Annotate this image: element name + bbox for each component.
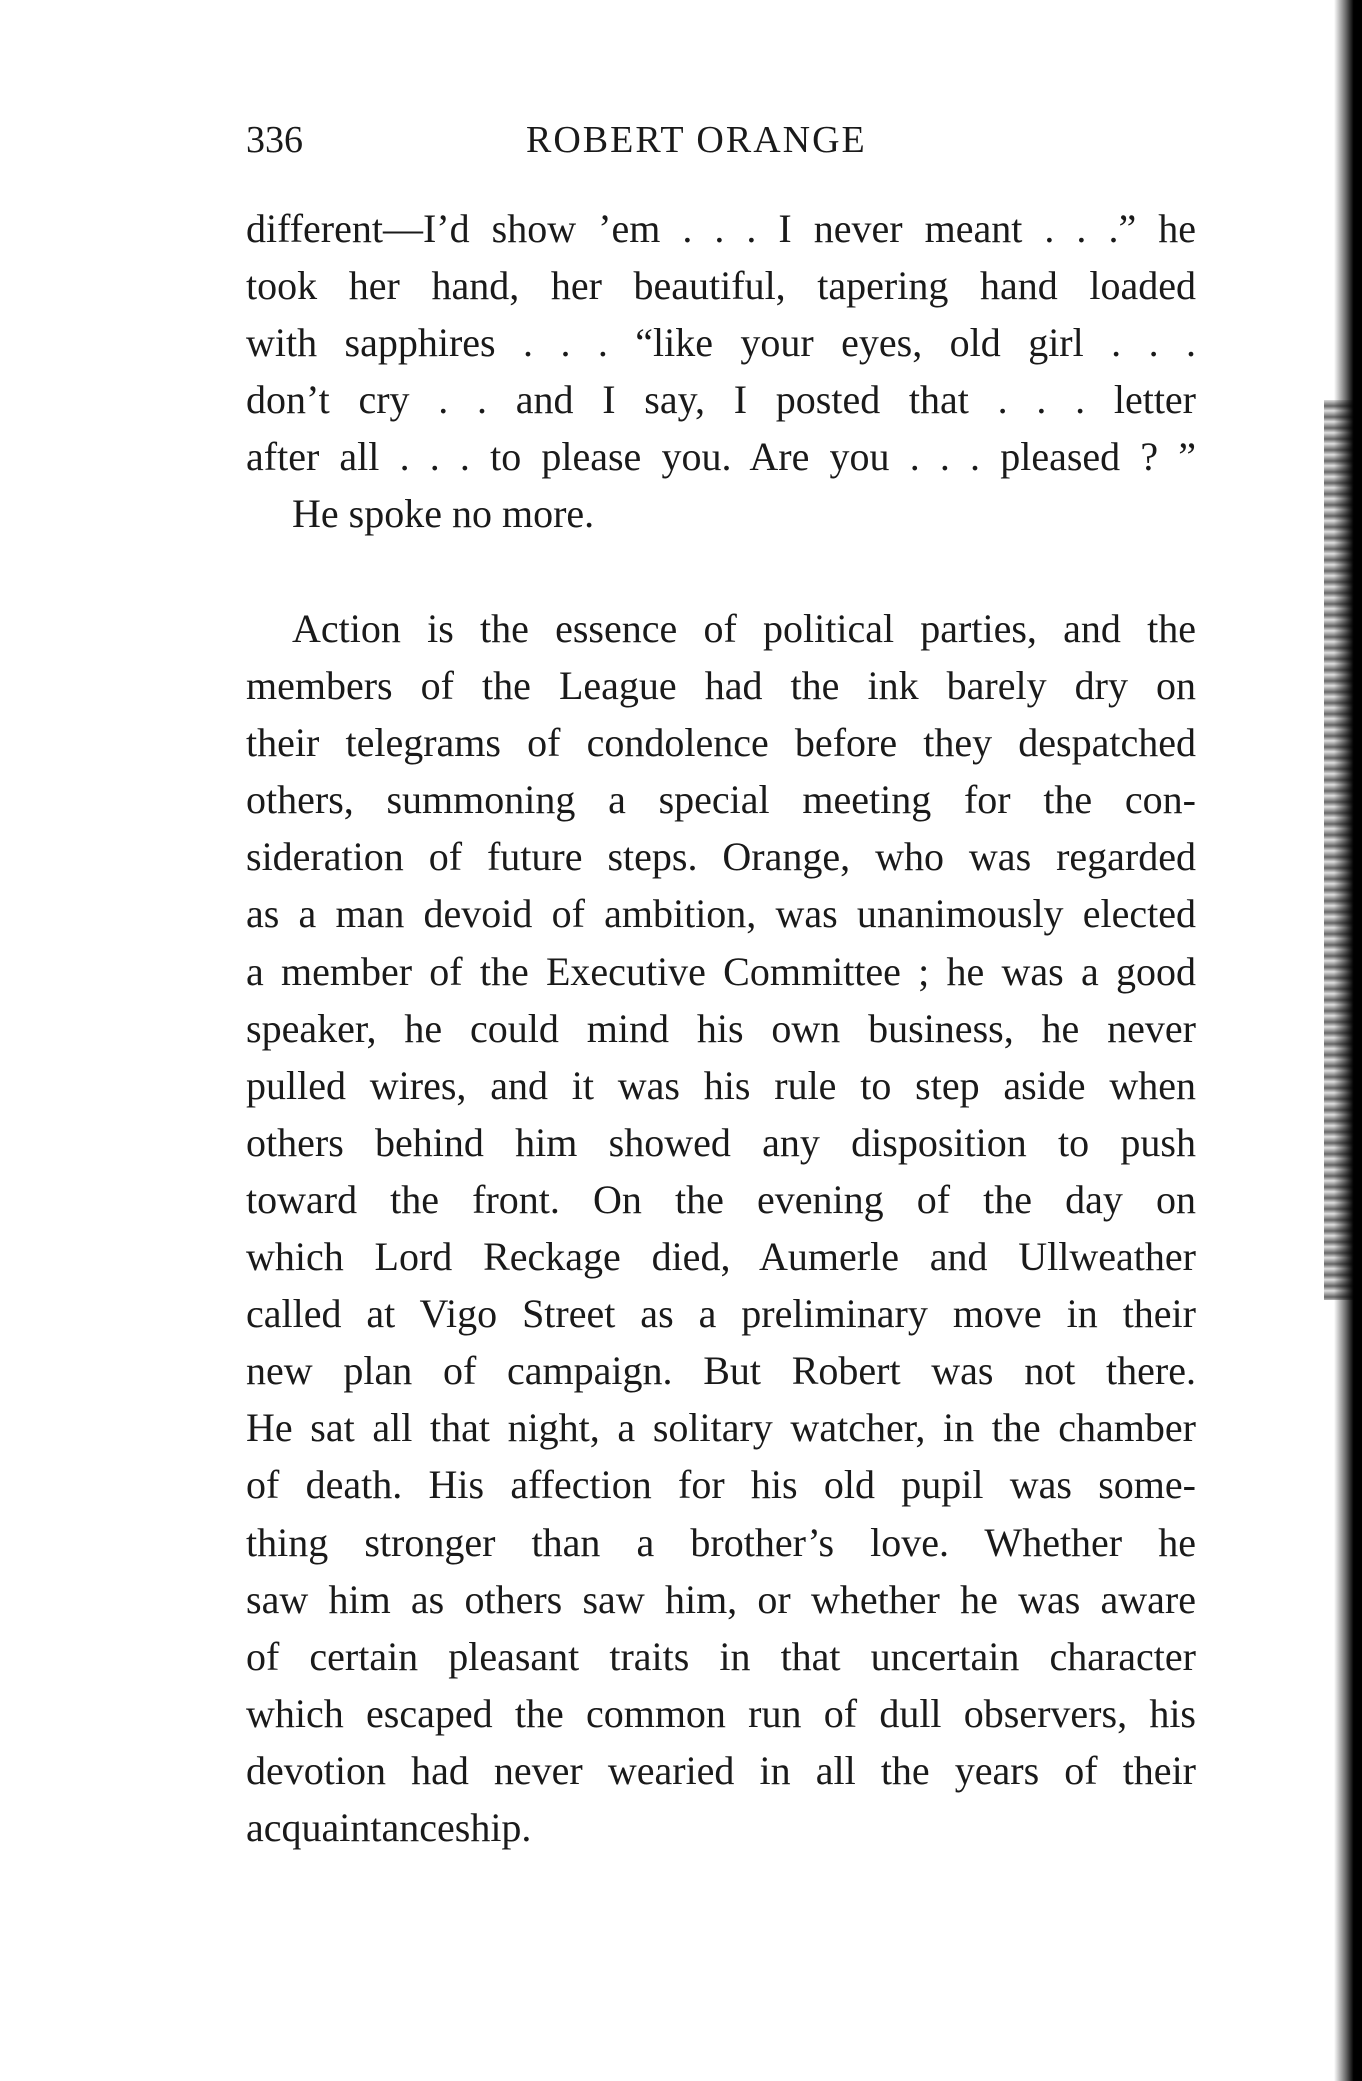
running-title: ROBERT ORANGE [526, 119, 867, 161]
text-line: thing stronger than a brother’s love. Whether he [246, 1519, 1196, 1565]
page-edge-shadow [1334, 0, 1362, 2081]
text-line: which escaped the common run of dull observers, his [246, 1690, 1196, 1736]
text-line: took her hand, her beautiful, tapering hand loaded [246, 263, 1196, 309]
text-line: new plan of campaign. But Robert was not there. [246, 1348, 1196, 1394]
text-line: members of the League had the ink barely dry on [246, 663, 1196, 709]
text-line: don’t cry . . and I say, I posted that . . . letter [246, 377, 1196, 423]
text-line: their telegrams of condolence before they despatched [246, 720, 1196, 766]
text-line: saw him as others saw him, or whether he was aware [246, 1576, 1196, 1622]
page-header [246, 110, 1196, 170]
text-line: of certain pleasant traits in that uncertain character [246, 1633, 1196, 1679]
text-line: with sapphires . . . “like your eyes, old girl . . . [246, 320, 1196, 366]
text-line: called at Vigo Street as a preliminary move in their [246, 1291, 1196, 1337]
text-line: He sat all that night, a solitary watcher, in the chamber [246, 1405, 1196, 1451]
text-line: others, summoning a special meeting for the con- [246, 777, 1196, 823]
text-line: Action is the essence of political parties, and the [292, 606, 1196, 651]
text-line: He spoke no more. [292, 491, 595, 537]
text-line: of death. His affection for his old pupil was some- [246, 1462, 1196, 1508]
text-line: pulled wires, and it was his rule to step aside when [246, 1062, 1196, 1108]
text-line: sideration of future steps. Orange, who was regarded [246, 834, 1196, 880]
paragraph-dialogue [246, 200, 1196, 543]
text-line: others behind him showed any disposition to push [246, 1119, 1196, 1165]
text-line: after all . . . to please you. Are you . . . pleased ? ” [246, 434, 1196, 480]
text-line: speaker, he could mind his own business, he never [246, 1005, 1196, 1051]
text-line: devotion had never wearied in all the years of their [246, 1747, 1196, 1793]
text-line: a member of the Executive Committee ; he was a good [246, 948, 1196, 994]
text-line: as a man devoid of ambition, was unanimously elected [246, 891, 1196, 937]
text-line: toward the front. On the evening of the day on [246, 1176, 1196, 1222]
text-line: acquaintanceship. [246, 1804, 532, 1850]
page-number: 336 [246, 119, 303, 161]
paragraph-narrative [246, 600, 1196, 1856]
text-line: which Lord Reckage died, Aumerle and Ullweather [246, 1234, 1196, 1280]
text-line: different—I’d show ’em . . . I never meant . . .” he [246, 206, 1196, 251]
